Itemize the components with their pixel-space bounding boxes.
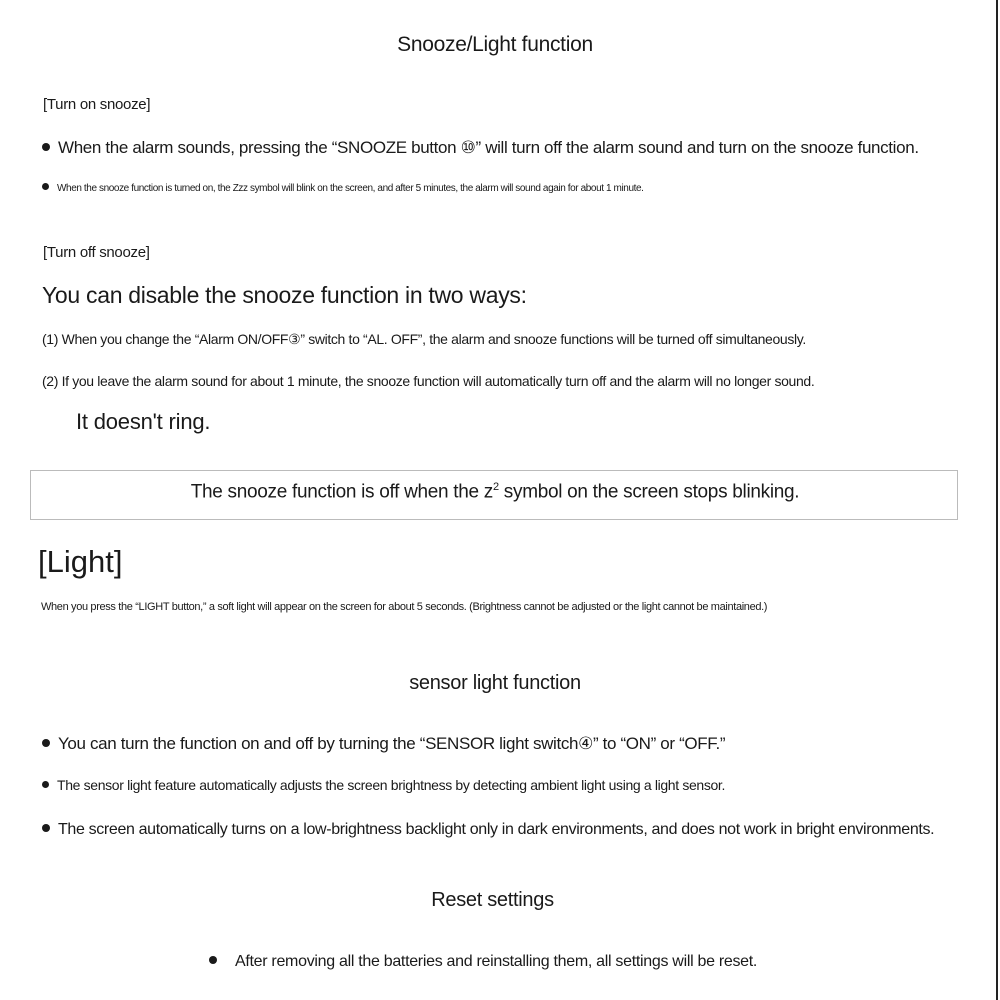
sensor-bullet-3: [42, 821, 934, 839]
note-text: [0, 481, 990, 503]
note-text-after: symbol on the screen stops blinking.: [498, 481, 800, 503]
light-heading: [Light]: [38, 544, 123, 579]
bullet-dot-icon: [209, 956, 217, 964]
turn-on-bullet-1: [42, 138, 919, 158]
sensor-bullet-2-text: The sensor light feature automatically adjusts the screen brightness by detecting ambient light using a light sensor.: [57, 777, 726, 793]
light-description: When you press the “LIGHT button,” a soft light will appear on the screen for about 5 seconds. (Brightness cannot be adjusted or the light cannot be maintained.): [41, 601, 768, 613]
reset-bullet: [209, 953, 757, 971]
note-text-before: The snooze function is off when the z: [190, 481, 493, 503]
sensor-bullet-1: [42, 734, 725, 754]
page-edge-divider: [996, 0, 998, 1000]
bullet-dot-icon: [42, 143, 50, 151]
sensor-bullet-1-text: You can turn the function on and off by turning the “SENSOR light switch④” to “ON” or “OFF.”: [58, 734, 726, 753]
page-title: Snooze/Light function: [397, 33, 593, 56]
turn-on-bullet-1-text: When the alarm sounds, pressing the “SNOOZE button ⑩” will turn off the alarm sound and turn on the snooze function.: [58, 138, 919, 157]
sensor-light-heading: sensor light function: [409, 672, 581, 694]
disable-way-2: (2) If you leave the alarm sound for about 1 minute, the snooze function will automatically turn off and the alarm will no longer sound.: [42, 373, 815, 389]
reset-bullet-text: After removing all the batteries and reinstalling them, all settings will be reset.: [235, 953, 758, 970]
turn-on-bullet-2: [42, 183, 644, 194]
turn-off-snooze-heading: [Turn off snooze]: [43, 244, 150, 261]
sensor-bullet-2: [42, 777, 725, 793]
disable-way-1: (1) When you change the “Alarm ON/OFF③” switch to “AL. OFF”, the alarm and snooze functions will be turned off simultaneously.: [42, 331, 806, 347]
sensor-bullet-3-text: The screen automatically turns on a low-brightness backlight only in dark environments, and does not work in bright environments.: [58, 821, 935, 838]
reset-settings-heading: Reset settings: [431, 889, 554, 911]
turn-on-snooze-heading: [Turn on snooze]: [43, 96, 151, 113]
bullet-dot-icon: [42, 739, 50, 747]
bullet-dot-icon: [42, 824, 50, 832]
disable-ways-intro: You can disable the snooze function in two ways:: [42, 282, 527, 308]
bullet-dot-icon: [42, 781, 49, 788]
doesnt-ring-text: It doesn't ring.: [76, 409, 211, 434]
bullet-dot-icon: [42, 183, 49, 190]
note-superscript: 2: [492, 481, 499, 493]
turn-on-bullet-2-text: When the snooze function is turned on, the Zzz symbol will blink on the screen, and after 5 minutes, the alarm will sound again for about 1 minute.: [57, 183, 644, 194]
